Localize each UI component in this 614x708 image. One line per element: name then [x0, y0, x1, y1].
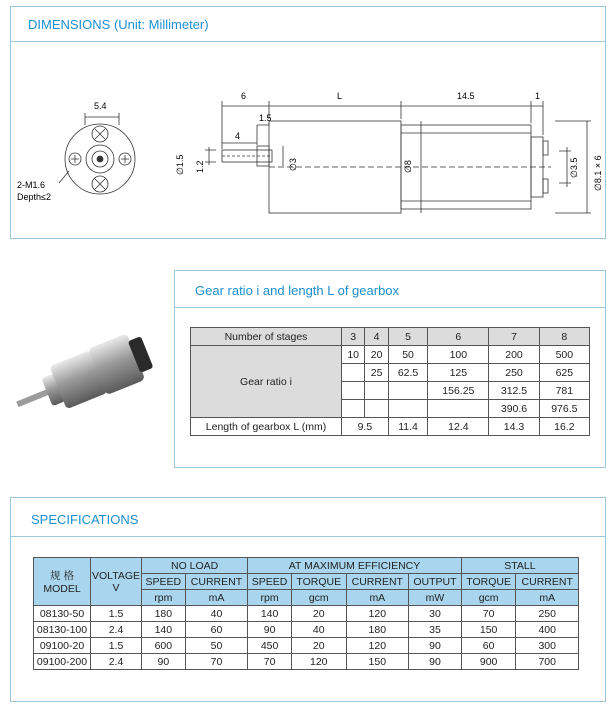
col-speed: SPEED [142, 574, 186, 590]
spec-cell: 120 [346, 638, 409, 654]
spec-cell: 40 [291, 622, 346, 638]
dim-1: 1 [535, 91, 541, 101]
max-eff-header: AT MAXIMUM EFFICIENCY [248, 558, 462, 574]
spec-cell: 1.5 [91, 638, 142, 654]
dim-8-1x6: ∅8.1 × 6 [593, 155, 603, 191]
spec-cell: 180 [346, 622, 409, 638]
spec-cell: 20 [291, 606, 346, 622]
spec-cell: 300 [516, 638, 579, 654]
model-cn-label: 规 格 [50, 570, 74, 582]
ratio-cell: 976.5 [539, 400, 589, 418]
spec-cell: 150 [461, 622, 516, 638]
spec-cell: 180 [142, 606, 186, 622]
dim-14-5: 14.5 [457, 91, 475, 101]
ratio-label: Gear ratio i [191, 346, 342, 418]
dim-dia-8: ∅8 [403, 160, 413, 173]
stage-cell: 6 [428, 328, 489, 346]
ratio-cell: 156.25 [428, 382, 489, 400]
length-cell: 12.4 [428, 418, 489, 436]
specs-panel [10, 497, 606, 702]
stage-cell: 5 [388, 328, 428, 346]
col-torque: TORQUE [291, 574, 346, 590]
ratio-cell: 312.5 [489, 382, 539, 400]
ratio-cell: 625 [539, 364, 589, 382]
ratio-cell: 781 [539, 382, 589, 400]
gear-panel [174, 270, 606, 468]
ratio-cell: 250 [489, 364, 539, 382]
spec-cell: 90 [409, 654, 462, 670]
unit-ma: mA [185, 590, 248, 606]
spec-cell: 30 [409, 606, 462, 622]
dim-5-4: 5.4 [94, 101, 107, 111]
ratio-cell: 125 [428, 364, 489, 382]
dim-4: 4 [235, 131, 241, 141]
stages-row [191, 328, 590, 346]
spec-cell: 70 [185, 654, 248, 670]
gear-title: Gear ratio i and length L of gearbox [195, 283, 400, 298]
dim-1-2: 1.2 [195, 160, 205, 173]
stage-cell: 3 [342, 328, 365, 346]
unit-rpm: rpm [248, 590, 292, 606]
unit-rpm: rpm [142, 590, 186, 606]
spec-cell: 150 [346, 654, 409, 670]
ratio-cell: 62.5 [388, 364, 428, 382]
stage-cell: 4 [365, 328, 388, 346]
spec-cell: 08130-100 [34, 622, 91, 638]
col-speed: SPEED [248, 574, 292, 590]
col-current: CURRENT [346, 574, 409, 590]
spec-cell: 900 [461, 654, 516, 670]
unit-ma: mA [346, 590, 409, 606]
title-divider [11, 41, 605, 42]
spec-cell: 50 [185, 638, 248, 654]
length-cell: 9.5 [342, 418, 389, 436]
spec-cell: 2.4 [91, 622, 142, 638]
dim-dia-3-5: ∅3.5 [569, 157, 579, 178]
spec-cell: 09100-20 [34, 638, 91, 654]
ratio-cell [388, 400, 428, 418]
ratio-cell [342, 400, 365, 418]
model-header [34, 558, 91, 606]
ratio-cell [388, 382, 428, 400]
spec-cell: 1.5 [91, 606, 142, 622]
specs-title: SPECIFICATIONS [31, 512, 139, 527]
spec-cell: 2.4 [91, 654, 142, 670]
dim-6: 6 [241, 91, 247, 101]
ratio-cell: 20 [365, 346, 388, 364]
dim-1-5: 1.5 [259, 113, 272, 123]
stages-label: Number of stages [191, 328, 342, 346]
ratio-cell: 50 [388, 346, 428, 364]
ratio-cell: 200 [489, 346, 539, 364]
gear-divider [175, 307, 605, 308]
spec-cell: 120 [346, 606, 409, 622]
ratio-cell [342, 382, 365, 400]
spec-cell: 90 [142, 654, 186, 670]
col-output: OUTPUT [409, 574, 462, 590]
unit-mw: mW [409, 590, 462, 606]
table-row [34, 622, 579, 638]
spec-cell: 20 [291, 638, 346, 654]
spec-cell: 70 [461, 606, 516, 622]
ratio-cell: 500 [539, 346, 589, 364]
spec-cell: 140 [142, 622, 186, 638]
length-cell: 14.3 [489, 418, 539, 436]
length-label: Length of gearbox L (mm) [191, 418, 342, 436]
thread-label: 2-M1.6 [17, 180, 46, 190]
spec-cell: 90 [248, 622, 292, 638]
ratio-cell [428, 400, 489, 418]
stall-header: STALL [461, 558, 578, 574]
motor-photo [10, 302, 160, 452]
dim-dia-1-5: ∅1.5 [175, 154, 185, 175]
dim-L: L [337, 91, 343, 101]
length-cell: 11.4 [388, 418, 428, 436]
voltage-unit: V [112, 581, 120, 594]
spec-cell: 35 [409, 622, 462, 638]
voltage-label: VOLTAGE [91, 569, 141, 582]
ratio-cell: 390.6 [489, 400, 539, 418]
gear-table [190, 327, 590, 436]
stage-cell: 7 [489, 328, 539, 346]
specs-divider [11, 536, 605, 537]
spec-cell: 600 [142, 638, 186, 654]
spec-cell: 60 [461, 638, 516, 654]
spec-cell: 250 [516, 606, 579, 622]
spec-cell: 400 [516, 622, 579, 638]
spec-cell: 60 [185, 622, 248, 638]
model-label: MODEL [43, 583, 81, 595]
length-row [191, 418, 590, 436]
length-cell: 16.2 [539, 418, 589, 436]
dimensions-title: DIMENSIONS (Unit: Millimeter) [28, 17, 209, 32]
ratio-cell [365, 400, 388, 418]
ratio-cell: 25 [365, 364, 388, 382]
spec-cell: 140 [248, 606, 292, 622]
no-load-header: NO LOAD [142, 558, 248, 574]
spec-cell: 450 [248, 638, 292, 654]
col-torque: TORQUE [461, 574, 516, 590]
spec-cell: 09100-200 [34, 654, 91, 670]
ratio-cell: 10 [342, 346, 365, 364]
front-view [59, 113, 135, 194]
dimension-drawing [11, 43, 605, 239]
voltage-header [91, 558, 142, 606]
spec-header-row [34, 558, 579, 574]
dim-dia-3: ∅3 [288, 158, 298, 171]
table-row [34, 638, 579, 654]
spec-cell: 70 [248, 654, 292, 670]
unit-gcm: gcm [291, 590, 346, 606]
unit-gcm: gcm [461, 590, 516, 606]
spec-cell: 700 [516, 654, 579, 670]
ratio-cell [365, 382, 388, 400]
ratio-cell [342, 364, 365, 382]
spec-cell: 08130-50 [34, 606, 91, 622]
specs-table [33, 557, 579, 670]
ratio-row [191, 346, 590, 364]
col-current: CURRENT [185, 574, 248, 590]
ratio-cell: 100 [428, 346, 489, 364]
col-current: CURRENT [516, 574, 579, 590]
spec-cell: 90 [409, 638, 462, 654]
unit-ma: mA [516, 590, 579, 606]
dimensions-panel [10, 6, 606, 239]
spec-cell: 120 [291, 654, 346, 670]
depth-label: Depth≤2 [17, 192, 51, 202]
table-row [34, 606, 579, 622]
spec-cell: 40 [185, 606, 248, 622]
table-row [34, 654, 579, 670]
stage-cell: 8 [539, 328, 589, 346]
